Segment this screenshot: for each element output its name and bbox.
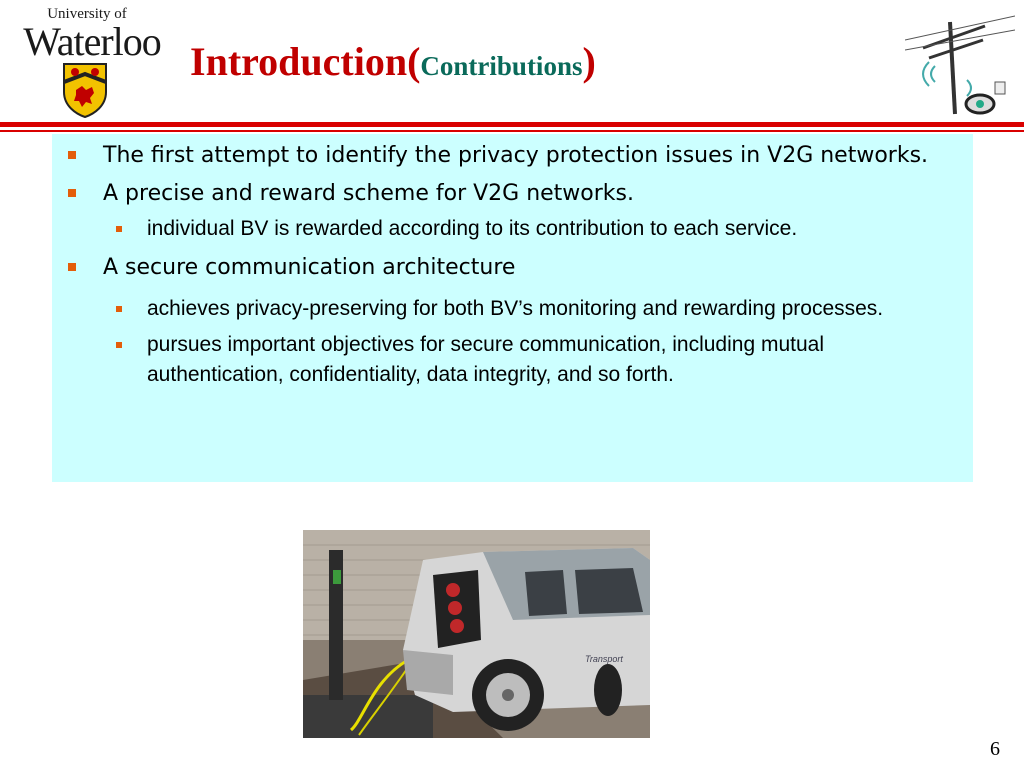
content-panel [52, 134, 973, 482]
sub-bullet-2-1-text: individual BV is rewarded according to its contribution to each service. [147, 217, 798, 240]
slide-title [190, 38, 596, 85]
bullet-3-text: A secure communication architecture [103, 255, 516, 280]
title-main: Introduction [190, 39, 408, 84]
title-open-paren: ( [407, 39, 421, 84]
logo-waterloo: Waterloo [23, 19, 161, 64]
bullet-square-icon [68, 151, 76, 159]
sub-bullet-square-icon [116, 226, 122, 232]
logo-university-of: University of [47, 6, 127, 22]
bullet-square-icon [68, 189, 76, 197]
power-pole-icon [905, 10, 1015, 118]
title-subtitle: Contributions [420, 51, 583, 81]
sub-bullet-3-2 [52, 330, 973, 390]
header-divider-thin [0, 130, 1024, 132]
bullet-1-text: The first attempt to identify the privacy protection issues in V2G networks. [103, 143, 929, 168]
bullet-3 [52, 252, 973, 284]
sub-bullet-3-1 [52, 294, 973, 324]
sub-bullet-square-icon [116, 342, 122, 348]
sub-bullet-3-1-text: achieves privacy-preserving for both BV’s monitoring and rewarding processes. [147, 297, 884, 320]
crest-icon [62, 62, 108, 118]
university-logo [10, 6, 170, 118]
bullet-2-text: A precise and reward scheme for V2G networks. [103, 181, 634, 206]
electric-car-charging-photo [303, 530, 650, 738]
car-door-text: Transport [585, 654, 623, 664]
page-number: 6 [990, 738, 1000, 760]
header-divider [0, 122, 1024, 127]
sub-bullet-square-icon [116, 306, 122, 312]
sub-bullet-3-2-text: pursues important objectives for secure communication, including mutual authentication, confidentiality, data integrity, and so forth. [147, 333, 824, 386]
sub-bullet-2-1 [52, 214, 973, 244]
bullet-2 [52, 178, 973, 210]
bullet-1 [52, 140, 973, 172]
title-close-paren: ) [582, 39, 596, 84]
bullet-square-icon [68, 263, 76, 271]
